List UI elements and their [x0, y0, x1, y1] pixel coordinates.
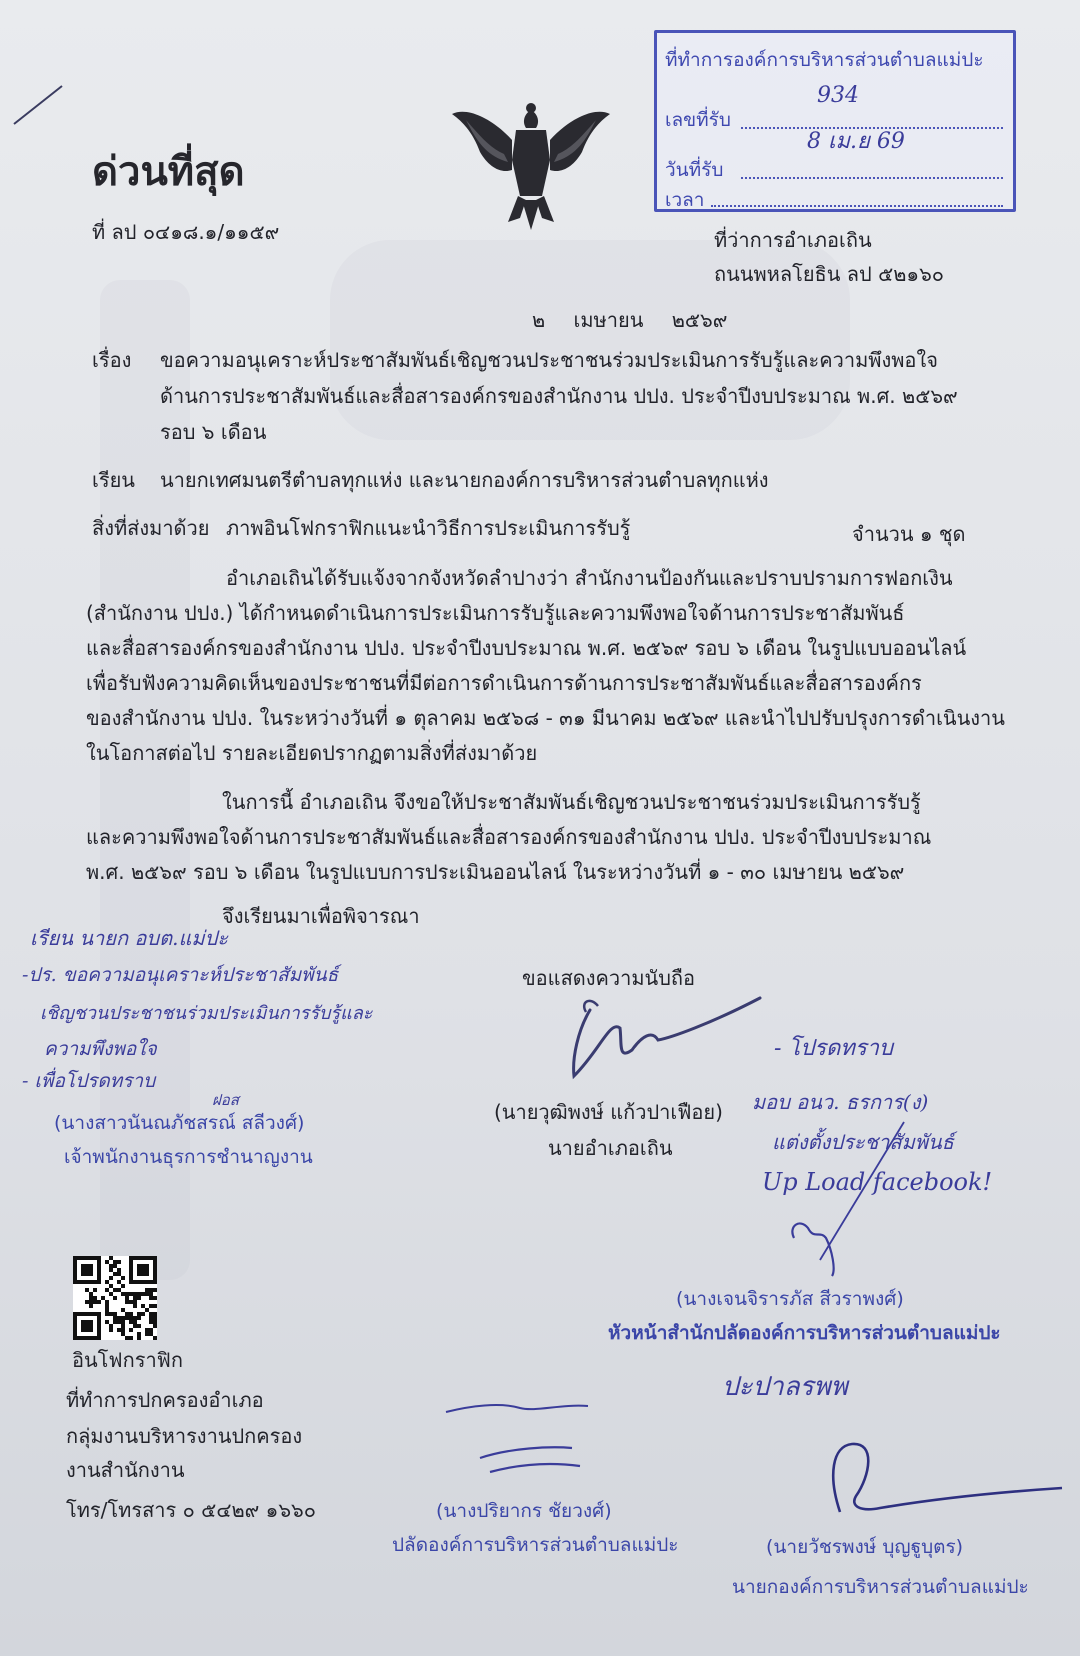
body-line: ของสำนักงาน ปปง. ในระหว่างวันที่ ๑ ตุลาคม ๒๕๖๘ - ๓๑ มีนาคม ๒๕๖๙ และนำไปปรับปรุงการดำเนินงาน	[86, 706, 1005, 730]
stamp-dotted-line	[711, 205, 1003, 207]
enclosure-quantity: จำนวน ๑ ชุด	[852, 522, 966, 546]
enclosure-value: ภาพอินโฟกราฟิกแนะนำวิธีการประเมินการรับรู้	[226, 516, 631, 540]
corner-pen-mark	[10, 80, 70, 130]
head-position: หัวหน้าสำนักปลัดองค์การบริหารส่วนตำบลแม่ปะ	[608, 1322, 1001, 1344]
recipient-value: นายกเทศมนตรีตำบลทุกแห่ง และนายกองค์การบริหารส่วนตำบลทุกแห่ง	[160, 468, 769, 492]
handwritten-note: แต่งตั้งประชาสัมพันธ์	[772, 1130, 954, 1154]
body-line: อำเภอเถินได้รับแจ้งจากจังหวัดลำปางว่า สำนักงานป้องกันและปราบปรามการฟอกเงิน	[226, 566, 953, 590]
district-chief-name: (นายวุฒิพงษ์ แก้วปาเฟือย)	[494, 1100, 723, 1124]
district-chief-signature	[560, 980, 780, 1090]
stamp-received-no-value: 934	[817, 83, 859, 108]
closing-line: จึงเรียนมาเพื่อพิจารณา	[222, 904, 420, 928]
handwritten-note: -ปร. ขอความอนุเคราะห์ประชาสัมพันธ์	[22, 964, 339, 986]
clerk-position: เจ้าพนักงานธุรการชำนาญงาน	[64, 1146, 313, 1168]
body-line: และสื่อสารองค์กรของสำนักงาน ปปง. ประจำปีงบประมาณ พ.ศ. ๒๕๖๙ รอบ ๖ เดือน ในรูปแบบออนไลน์	[86, 636, 967, 660]
garuda-emblem-icon	[446, 100, 616, 232]
handwritten-note: เชิญชวนประชาชนร่วมประเมินการรับรู้และ	[40, 1003, 373, 1024]
regards-line: ขอแสดงความนับถือ	[522, 966, 696, 990]
document-date: ๒ เมษายน ๒๕๖๙	[532, 308, 728, 332]
reference-number: ที่ ลป ๐๔๑๘.๑/๑๑๕๙	[92, 220, 280, 244]
district-chief-position: นายอำเภอเถิน	[548, 1136, 673, 1160]
stamp-received-no-label: เลขที่รับ	[665, 109, 731, 131]
deputy-name: (นางปริยากร ชัยวงศ์)	[436, 1500, 612, 1522]
mayor-position: นายกองค์การบริหารส่วนตำบลแม่ปะ	[732, 1576, 1029, 1598]
qr-caption: อินโฟกราฟิก	[72, 1348, 183, 1372]
subject-line: ด้านการประชาสัมพันธ์และสื่อสารองค์กรของสำนักงาน ปปง. ประจำปีงบประมาณ พ.ศ. ๒๕๖๙	[160, 384, 958, 408]
urgency-label: ด่วนที่สุด	[92, 149, 245, 195]
contact-line: ที่ทำการปกครองอำเภอ	[66, 1388, 264, 1412]
body-line: (สำนักงาน ปปง.) ได้กำหนดดำเนินการประเมินการรับรู้และความพึงพอใจด้านการประชาสัมพันธ์	[86, 601, 905, 625]
handwritten-note: ความพึงพอใจ	[44, 1038, 157, 1060]
body-line: และความพึงพอใจด้านการประชาสัมพันธ์และสื่อสารองค์กรของสำนักงาน ปปง. ประจำปีงบประมาณ	[86, 825, 932, 849]
stamp-title: ที่ทำการองค์การบริหารส่วนตำบลแม่ปะ	[665, 49, 984, 71]
recipient-label: เรียน	[92, 468, 135, 492]
handwritten-note: - โปรดทราบ	[774, 1036, 893, 1061]
stamp-dotted-line	[741, 177, 1003, 179]
head-signature	[780, 1100, 920, 1280]
receipt-stamp	[654, 30, 1016, 212]
qr-code-icon	[73, 1256, 157, 1340]
handwritten-note: Up Load facebook!	[762, 1168, 993, 1196]
stamp-date-value: 8 เม.ย 69	[807, 129, 905, 154]
body-line: ในโอกาสต่อไป รายละเอียดปรากฏตามสิ่งที่ส่งมาด้วย	[86, 741, 538, 765]
body-line: เพื่อรับฟังความคิดเห็นของประชาชนที่มีต่อการดำเนินการด้านการประชาสัมพันธ์และสื่อสารองค์กร	[86, 671, 922, 695]
contact-line: กลุ่มงานบริหารงานปกครอง	[66, 1424, 303, 1448]
handwritten-note: มอบ อนว. ธรการ(ง)	[752, 1090, 929, 1114]
body-line: ในการนี้ อำเภอเถิน จึงขอให้ประชาสัมพันธ์เชิญชวนประชาชนร่วมประเมินการรับรู้	[222, 790, 921, 814]
office-address-line1: ที่ว่าการอำเภอเถิน	[714, 228, 872, 252]
stamp-date-label: วันที่รับ	[665, 159, 724, 181]
subject-line: ขอความอนุเคราะห์ประชาสัมพันธ์เชิญชวนประชาชนร่วมประเมินการรับรู้และความพึงพอใจ	[160, 348, 938, 372]
stamp-time-label: เวลา	[665, 189, 705, 211]
deputy-signature	[440, 1390, 610, 1490]
subject-line: รอบ ๖ เดือน	[160, 420, 267, 444]
enclosure-label: สิ่งที่ส่งมาด้วย	[92, 516, 210, 540]
office-address-line2: ถนนพหลโยธิน ลป ๕๒๑๖๐	[714, 262, 944, 286]
handwritten-note: - เพื่อโปรดทราบ	[22, 1070, 156, 1092]
mayor-signature	[780, 1436, 1070, 1520]
handwritten-note: ปะปาลรพพ	[722, 1372, 848, 1402]
handwritten-initial: ฝอส	[212, 1091, 239, 1109]
subject-label: เรื่อง	[92, 348, 132, 372]
body-line: พ.ศ. ๒๕๖๙ รอบ ๖ เดือน ในรูปแบบการประเมินออนไลน์ ในระหว่างวันที่ ๑ - ๓๐ เมษายน ๒๕๖๙	[86, 860, 905, 884]
head-name: (นางเจนจิรารภัส สีวราพงศ์)	[676, 1288, 904, 1310]
deputy-position: ปลัดองค์การบริหารส่วนตำบลแม่ปะ	[392, 1534, 679, 1556]
clerk-name: (นางสาวนันณภัชสรณ์ สลีวงศ์)	[54, 1112, 305, 1134]
mayor-name: (นายวัชรพงษ์ บุญฐูบุตร)	[766, 1536, 964, 1558]
contact-line: งานสำนักงาน	[66, 1458, 185, 1482]
handwritten-note: เรียน นายก อบต.แม่ปะ	[30, 926, 228, 950]
contact-phone: โทร/โทรสาร ๐ ๕๔๒๙ ๑๖๖๐	[66, 1498, 316, 1522]
